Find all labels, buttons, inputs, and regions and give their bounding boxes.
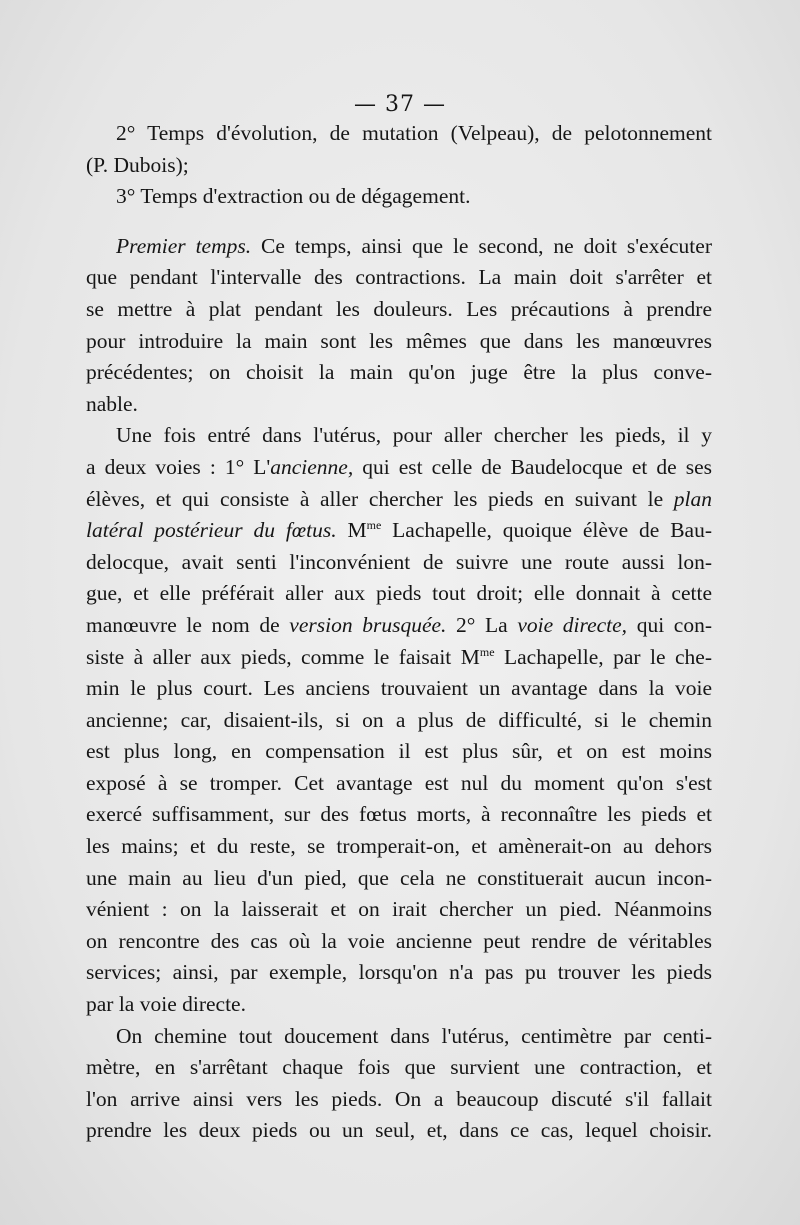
italic-text: ancienne, bbox=[270, 454, 354, 479]
italic-text: version brusquée. bbox=[289, 612, 447, 637]
text-line: On chemine tout doucement dans l'utérus, centimètre par centi- bbox=[116, 1023, 712, 1048]
text-line: (P. Dubois); bbox=[86, 152, 189, 177]
paragraph-gap bbox=[86, 213, 712, 231]
text-line: l'on arrive ainsi vers les pieds. On a beaucoup discuté s'il fallait bbox=[86, 1086, 712, 1111]
text-line: on rencontre des cas où la voie ancienne peut rendre de véritables bbox=[86, 928, 712, 953]
text-line bbox=[86, 484, 712, 516]
italic-text: voie directe, bbox=[517, 612, 628, 637]
text-line: par la voie directe. bbox=[86, 992, 246, 1017]
text-line: exercé suffisamment, sur des fœtus morts, à reconnaître les pieds et bbox=[86, 802, 712, 827]
text-run: M bbox=[336, 518, 367, 543]
text-line: delocque, avait senti l'inconvénient de suivre une route aussi lon- bbox=[86, 549, 712, 574]
text-line: se mettre à plat pendant les douleurs. Les précautions à prendre bbox=[86, 296, 712, 321]
text-line: 3° Temps d'extraction ou de dégagement. bbox=[116, 184, 471, 209]
text-run: Lachapelle, par le che- bbox=[494, 644, 712, 669]
text-run: élèves, et qui consiste à aller chercher les pieds en suivant le bbox=[86, 486, 674, 511]
text-line: mètre, en s'arrêtant chaque fois que survient une contraction, et bbox=[86, 1055, 712, 1080]
text-line bbox=[86, 610, 712, 642]
text-run: manœuvre le nom de bbox=[86, 612, 290, 637]
text-line bbox=[86, 515, 712, 547]
text-line: que pendant l'intervalle des contractions. La main doit s'arrêter et bbox=[86, 265, 712, 290]
body-text bbox=[86, 118, 712, 1147]
text-line: nable. bbox=[86, 391, 138, 416]
text-line bbox=[86, 642, 712, 674]
text-line: ancienne; car, disaient-ils, si on a plus de difficulté, si le chemin bbox=[86, 707, 712, 732]
text-run: Lachapelle, quoique élève de Bau- bbox=[381, 518, 713, 543]
text-run: a deux voies : 1° L' bbox=[86, 454, 271, 479]
text-run: qui con- bbox=[627, 612, 712, 637]
text-line: les mains; et du reste, se tromperait-on, et amènerait-on au dehors bbox=[86, 834, 712, 859]
text-line: Une fois entré dans l'utérus, pour aller chercher les pieds, il y bbox=[116, 423, 712, 448]
superscript: me bbox=[366, 518, 382, 533]
text-line: services; ainsi, par exemple, lorsqu'on n'a pas pu trouver les pieds bbox=[86, 960, 712, 985]
text-line: gue, et elle préférait aller aux pieds tout droit; elle donnait à cette bbox=[86, 581, 712, 606]
text-line bbox=[86, 231, 712, 263]
page-number: — 37 — bbox=[354, 92, 446, 117]
text-run: siste à aller aux pieds, comme le faisait M bbox=[86, 644, 480, 669]
superscript: me bbox=[479, 644, 495, 659]
text-line: est plus long, en compensation il est plus sûr, et on est moins bbox=[86, 739, 712, 764]
text-line: min le plus court. Les anciens trouvaient un avantage dans la voie bbox=[86, 676, 712, 701]
text-run: qui est celle de Baudelocque et de ses bbox=[353, 454, 713, 479]
text-run: 2° La bbox=[446, 612, 518, 637]
text-line: vénient : on la laisserait et on irait chercher un pied. Néanmoins bbox=[86, 897, 712, 922]
italic-text: plan bbox=[673, 486, 712, 511]
text-line: prendre les deux pieds ou un seul, et, dans ce cas, lequel choisir. bbox=[86, 1118, 712, 1143]
italic-text: Premier temps. bbox=[116, 233, 252, 258]
text-line: exposé à se tromper. Cet avantage est nul du moment qu'on s'est bbox=[86, 770, 712, 795]
text-run: Ce temps, ainsi que le second, ne doit s'exécuter bbox=[251, 233, 712, 258]
text-line: pour introduire la main sont les mêmes que dans les manœuvres bbox=[86, 328, 712, 353]
text-line: précédentes; on choisit la main qu'on juge être la plus conve- bbox=[86, 360, 712, 385]
italic-text: latéral postérieur du fœtus. bbox=[86, 518, 337, 543]
text-line: 2° Temps d'évolution, de mutation (Velpeau), de pelotonnement bbox=[116, 121, 712, 145]
text-line bbox=[86, 452, 712, 484]
text-line: une main au lieu d'un pied, que cela ne constituerait aucun incon- bbox=[86, 865, 712, 890]
